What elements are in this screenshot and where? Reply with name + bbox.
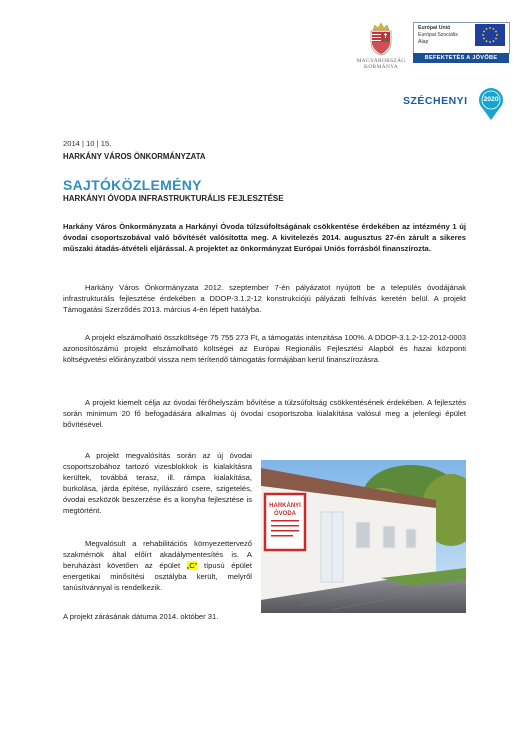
paragraph-5-text-b: típusú épület energetikai minősítési osztályba került, melyről tanúsítvánnyal is rendelkezik. xyxy=(63,560,252,592)
document-date: 2014 | 10 | 15. xyxy=(63,139,112,148)
eu-logo-text xyxy=(418,25,476,46)
eu-flag-icon xyxy=(475,24,505,46)
kindergarten-photo xyxy=(261,460,466,613)
paragraph-4: A projekt megvalósítás során az új óvodai csoportszobához tartozó vizesblokkok is kialakításra kerültek, továbbá terasz, ill. rámpa kialakítása, burkolása, járda építése, nyílászáró csere, szigetelés, óvodai eszközök beszerzése és a konyha fejlesztése is megtörtént. xyxy=(63,451,252,515)
page-subtitle: HARKÁNYI ÓVODA INFRASTRUKTURÁLIS FEJLESZTÉSE xyxy=(63,194,284,203)
government-crest-logo xyxy=(368,22,394,56)
government-logo-text xyxy=(356,58,406,71)
szechenyi-pin-icon xyxy=(477,87,505,121)
eu-line-3: Alap xyxy=(418,39,429,45)
energy-class-highlight: „C” xyxy=(186,560,198,570)
lead-paragraph: Harkány Város Önkormányzata a Harkányi Óvoda túlzsúfoltságának csökkentése érdekében az intézmény 1 új óvodai csoportszobával való bővítését valósította meg. A kivitelezés 2014. augusztus 27-én zárult a sikeres műszaki átadás-átvételi eljárással. A projektet az önkormányzat Európai Uniós forrásból finanszírozta. xyxy=(63,222,466,253)
page-title: SAJTÓKÖZLEMÉNY xyxy=(63,177,202,193)
gov-logo-line-1: MAGYARORSZÁG xyxy=(356,58,406,64)
paragraph-3: A projekt kiemelt célja az óvodai férőhelyszám bővítése a túlzsúfoltság csökkentésének érdekében. A fejlesztés során minimum 20 fő befogadására alkalmas új óvodai csoportszoba kialakítása valósul meg a jelenlegi épület bővítésével. xyxy=(63,398,466,429)
eu-line-2: Európai Szociális xyxy=(418,32,458,38)
paragraph-5-text-a: Megvalósult a rehabilitációs környezettervező szakmérnök által előírt akadálymentesítés is. A beruházást követően az épület xyxy=(63,539,252,570)
szechenyi-year: 2020 xyxy=(483,96,499,103)
szechenyi-logo-text: SZÉCHENYI xyxy=(403,95,468,107)
organization-name: HARKÁNY VÁROS ÖNKORMÁNYZATA xyxy=(63,152,206,161)
paragraph-1: Harkány Város Önkormányzata 2012. szeptember 7-én pályázatot nyújtott be a település óvodájának infrastrukturális fejlesztése érdekében a DDOP-3.1.2-12 konstrukciójú pályázati felhívás keretén belül. A projekt Támogatási Szerződés 2013. március 4-én lépett hatályba. xyxy=(63,283,466,314)
eu-slogan-bar: BEFEKTETÉS A JÖVŐBE xyxy=(413,53,509,63)
closing-paragraph: A projekt zárásának dátuma 2014. október 31. xyxy=(63,612,219,621)
paragraph-2: A projekt elszámolható összköltsége 75 755 273 Ft, a támogatás intenzitása 100%. A DDOP-3.1.2-12-2012-0003 azonosítószámú projekt elszámolható költségei az Európai Regionális Fejlesztési Alapból és hazai központi költségvetési előirányzatból vissza nem térítendő támogatás formájában kerül finanszírozásra. xyxy=(63,333,466,364)
paragraph-5 xyxy=(63,539,252,594)
eu-line-1: Európai Unió xyxy=(418,25,451,31)
gov-logo-line-2: KORMÁNYA xyxy=(364,64,398,71)
photo-sign-line-2: ÓVODA xyxy=(273,511,297,517)
photo-sign-line-1: HARKÁNYI xyxy=(269,503,301,509)
